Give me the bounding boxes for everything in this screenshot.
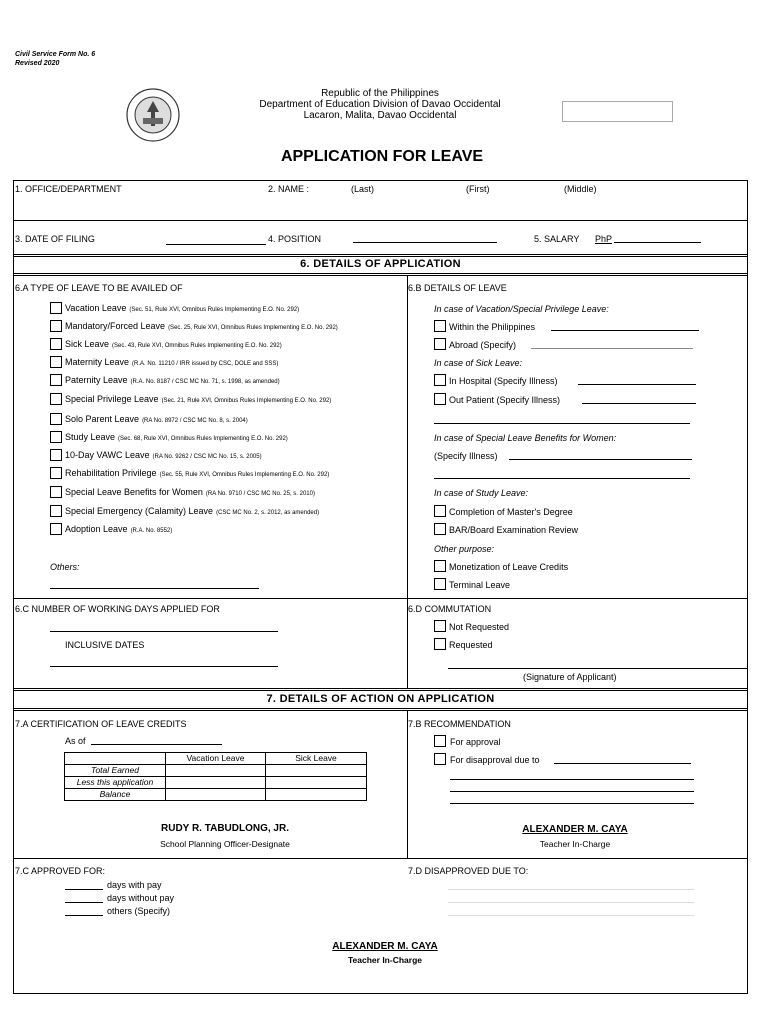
disapproved-reason-field-3[interactable] <box>448 915 694 916</box>
abroad-field[interactable] <box>531 348 693 349</box>
abroad-checkbox[interactable] <box>434 338 446 350</box>
sick-less-application-cell[interactable] <box>266 777 367 789</box>
disapproved-reason-field-1[interactable] <box>448 889 694 890</box>
section-6d-heading: 6.D COMMUTATION <box>408 604 492 614</box>
leave-type-name: Mandatory/Forced Leave <box>65 321 166 331</box>
leave-type-checkbox[interactable] <box>50 374 62 386</box>
leave-type-name: 10-Day VAWC Leave <box>65 450 150 460</box>
applicant-signature-label: (Signature of Applicant) <box>523 672 617 682</box>
name-label: 2. NAME : <box>268 184 310 194</box>
in-hospital-label: In Hospital (Specify Illness) <box>449 376 558 386</box>
study-case-label: In case of Study Leave: <box>434 488 529 498</box>
others-specify-field[interactable] <box>65 915 103 916</box>
certifier-title: School Planning Officer-Designate <box>160 839 290 849</box>
section-6b-heading: 6.B DETAILS OF LEAVE <box>408 283 507 293</box>
leave-type-checkbox[interactable] <box>50 302 62 314</box>
header-republic: Republic of the Philippines <box>321 88 439 99</box>
section-6c-heading: 6.C NUMBER OF WORKING DAYS APPLIED FOR <box>15 604 220 614</box>
leave-type-name: Rehabilitation Privilege <box>65 468 157 478</box>
leave-type-name: Special Emergency (Calamity) Leave <box>65 506 214 516</box>
inclusive-dates-field[interactable] <box>50 666 278 667</box>
leave-type-checkbox[interactable] <box>50 431 62 443</box>
final-approver-title: Teacher In-Charge <box>347 955 422 965</box>
leave-type-reference: (RA No. 9262 / CSC MC No. 15, s. 2005) <box>152 454 262 460</box>
requested-label: Requested <box>449 640 493 650</box>
for-disapproval-label: For disapproval due to <box>450 755 540 765</box>
leave-type-name: Special Leave Benefits for Women <box>65 487 203 497</box>
salary-label: 5. SALARY <box>534 234 580 244</box>
leave-type-name: Paternity Leave <box>65 375 128 385</box>
section-7b-heading: 7.B RECOMMENDATION <box>408 719 511 729</box>
sick-case-label: In case of Sick Leave: <box>434 358 523 368</box>
leave-type-label <box>65 339 282 349</box>
in-hospital-field[interactable] <box>578 384 696 385</box>
row-label-balance: Balance <box>65 789 166 801</box>
certifier-name: RUDY R. TABUDLONG, JR. <box>161 823 289 834</box>
leave-type-reference: (Sec. 55, Rule XVI, Omnibus Rules Implementing E.O. No. 292) <box>159 472 330 478</box>
leave-type-reference: (R.A. No. 8187 / CSC MC No. 71, s. 1998, as amended) <box>130 379 280 385</box>
not-requested-checkbox[interactable] <box>434 620 446 632</box>
leave-type-label <box>65 487 315 497</box>
last-name-label: (Last) <box>351 184 375 194</box>
date-filing-label: 3. DATE OF FILING <box>15 234 95 244</box>
leave-type-label <box>65 506 319 516</box>
for-approval-label: For approval <box>450 737 501 747</box>
days-without-pay-field[interactable] <box>65 902 103 903</box>
position-label: 4. POSITION <box>268 234 322 244</box>
leave-type-checkbox[interactable] <box>50 523 62 535</box>
table-header-cell: Sick Leave <box>266 753 367 765</box>
header-address: Lacaron, Malita, Davao Occidental <box>303 110 457 121</box>
leave-type-checkbox[interactable] <box>50 486 62 498</box>
office-label: 1. OFFICE/DEPARTMENT <box>15 184 122 194</box>
section-7c-heading: 7.C APPROVED FOR: <box>15 866 106 876</box>
vacation-balance-cell[interactable] <box>166 789 266 801</box>
within-philippines-label: Within the Philippines <box>449 322 536 332</box>
terminal-leave-label: Terminal Leave <box>449 580 511 590</box>
leave-type-label <box>65 468 329 478</box>
disapproved-reason-field-2[interactable] <box>448 902 694 903</box>
inclusive-dates-label: INCLUSIVE DATES <box>65 640 145 650</box>
applicant-signature-field[interactable] <box>448 668 747 669</box>
form-title: APPLICATION FOR LEAVE <box>280 148 484 165</box>
leave-type-checkbox[interactable] <box>50 356 62 368</box>
leave-type-reference: (Sec. 21, Rule XVI, Omnibus Rules Implementing E.O. No. 292) <box>161 398 332 404</box>
first-name-label: (First) <box>466 184 490 194</box>
leave-type-checkbox[interactable] <box>50 449 62 461</box>
table-header-cell <box>65 753 166 765</box>
leave-type-name: Vacation Leave <box>65 303 127 313</box>
leave-type-reference: (Sec. 51, Rule XVI, Omnibus Rules Implementing E.O. No. 292) <box>129 307 300 313</box>
disapproval-reason-field-2[interactable] <box>450 779 694 780</box>
other-purpose-label: Other purpose: <box>434 544 495 554</box>
leave-type-label <box>65 357 278 367</box>
section-6a-heading: 6.A TYPE OF LEAVE TO BE AVAILED OF <box>15 283 183 293</box>
section-7a-heading: 7.A CERTIFICATION OF LEAVE CREDITS <box>15 719 187 729</box>
women-specify-field[interactable] <box>509 459 692 460</box>
out-patient-field[interactable] <box>582 403 696 404</box>
control-number-box[interactable] <box>562 101 673 122</box>
leave-type-reference: (Sec. 43, Rule XVI, Omnibus Rules Implementing E.O. No. 292) <box>112 343 282 349</box>
table-row <box>65 777 367 789</box>
header-department: Department of Education Division of Davao Occidental <box>259 99 501 110</box>
women-specify-label: (Specify Illness) <box>434 451 498 461</box>
as-of-label: As of <box>65 736 86 746</box>
leave-type-checkbox[interactable] <box>50 413 62 425</box>
women-case-label: In case of Special Leave Benefits for Women: <box>434 433 617 443</box>
leave-type-reference: (RA No. 8972 / CSC MC No. 8, s. 2004) <box>142 418 248 424</box>
leave-type-name: Solo Parent Leave <box>65 414 140 424</box>
bar-review-label: BAR/Board Examination Review <box>449 525 579 535</box>
within-philippines-checkbox[interactable] <box>434 320 446 332</box>
as-of-field[interactable] <box>91 744 222 745</box>
sick-total-earned-cell[interactable] <box>266 765 367 777</box>
masters-checkbox[interactable] <box>434 505 446 517</box>
salary-currency: PhP <box>595 234 613 244</box>
table-header-cell: Vacation Leave <box>166 753 266 765</box>
masters-label: Completion of Master's Degree <box>449 507 573 517</box>
form-revision: Revised 2020 <box>15 60 60 67</box>
not-requested-label: Not Requested <box>449 622 510 632</box>
bar-review-checkbox[interactable] <box>434 523 446 535</box>
date-filing-field[interactable] <box>166 244 266 245</box>
salary-field[interactable] <box>614 242 701 243</box>
leave-type-reference: (CSC MC No. 2, s. 2012, as amended) <box>216 510 320 516</box>
vacation-less-application-cell[interactable] <box>166 777 266 789</box>
leave-type-reference: (RA No. 9710 / CSC MC No. 25, s. 2010) <box>205 491 315 497</box>
table-row <box>65 789 367 801</box>
others-specify-label: others (Specify) <box>107 906 171 916</box>
leave-type-label <box>65 432 288 442</box>
sick-balance-cell[interactable] <box>266 789 367 801</box>
leave-type-label <box>65 450 262 460</box>
for-approval-checkbox[interactable] <box>434 735 446 747</box>
disapproval-reason-field-4[interactable] <box>450 803 694 804</box>
leave-type-checkbox[interactable] <box>50 467 62 479</box>
leave-type-name: Study Leave <box>65 432 116 442</box>
leave-type-reference: (R.A. No. 11210 / IRR issued by CSC, DOLE and SSS) <box>132 361 279 367</box>
monetization-label: Monetization of Leave Credits <box>449 562 569 572</box>
out-patient-label: Out Patient (Specify Illness) <box>449 395 561 405</box>
sick-leave-extra-field[interactable] <box>434 423 690 424</box>
within-philippines-field[interactable] <box>551 330 699 331</box>
position-field[interactable] <box>353 242 497 243</box>
table-header-row <box>65 753 367 765</box>
out-patient-checkbox[interactable] <box>434 393 446 405</box>
for-disapproval-checkbox[interactable] <box>434 753 446 765</box>
table-row <box>65 765 367 777</box>
leave-type-checkbox[interactable] <box>50 320 62 332</box>
days-with-pay-label: days with pay <box>107 880 162 890</box>
leave-type-reference: (Sec. 25, Rule XVI, Omnibus Rules Implementing E.O. No. 292) <box>168 325 338 331</box>
working-days-field[interactable] <box>50 631 278 632</box>
leave-type-label <box>65 321 338 331</box>
terminal-leave-checkbox[interactable] <box>434 578 446 590</box>
leave-type-checkbox[interactable] <box>50 505 62 517</box>
middle-name-label: (Middle) <box>564 184 597 194</box>
recommender-title: Teacher In-Charge <box>539 839 611 849</box>
others-label: Others: <box>50 562 80 572</box>
leave-type-reference: (Sec. 68, Rule XVI, Omnibus Rules Implementing E.O. No. 292) <box>118 436 288 442</box>
vacation-case-label: In case of Vacation/Special Privilege Leave: <box>434 304 609 314</box>
leave-type-name: Sick Leave <box>65 339 110 349</box>
leave-type-checkbox[interactable] <box>50 338 62 350</box>
leave-type-name: Maternity Leave <box>65 357 130 367</box>
recommender-name: ALEXANDER M. CAYA <box>522 824 628 835</box>
section-7-header: 7. DETAILS OF ACTION ON APPLICATION <box>266 693 495 705</box>
section-7d-heading: 7.D DISAPPROVED DUE TO: <box>408 866 529 876</box>
days-without-pay-label: days without pay <box>107 893 175 903</box>
days-with-pay-field[interactable] <box>65 889 103 890</box>
leave-type-name: Adoption Leave <box>65 524 128 534</box>
leave-type-label <box>65 414 248 424</box>
section-6-header: 6. DETAILS OF APPLICATION <box>300 258 461 270</box>
row-label-total-earned: Total Earned <box>65 765 166 777</box>
leave-type-label <box>65 394 331 404</box>
leave-type-name: Special Privilege Leave <box>65 394 159 404</box>
women-extra-field[interactable] <box>434 478 690 479</box>
leave-type-label <box>65 524 172 534</box>
form-number: Civil Service Form No. 6 <box>15 51 96 58</box>
leave-type-checkbox[interactable] <box>50 393 62 405</box>
leave-type-label <box>65 375 280 385</box>
disapproval-reason-field-1[interactable] <box>554 763 691 764</box>
disapproval-reason-field-3[interactable] <box>450 791 694 792</box>
row-label-less-application: Less this application <box>65 777 166 789</box>
requested-checkbox[interactable] <box>434 638 446 650</box>
others-field[interactable] <box>50 588 259 589</box>
abroad-label: Abroad (Specify) <box>449 340 517 350</box>
leave-credits-table <box>64 752 367 801</box>
monetization-checkbox[interactable] <box>434 560 446 572</box>
leave-type-reference: (R.A. No. 8552) <box>130 528 173 534</box>
in-hospital-checkbox[interactable] <box>434 374 446 386</box>
leave-type-label <box>65 303 299 313</box>
vacation-total-earned-cell[interactable] <box>166 765 266 777</box>
final-approver-name: ALEXANDER M. CAYA <box>332 941 438 952</box>
deped-seal-icon <box>126 88 180 142</box>
